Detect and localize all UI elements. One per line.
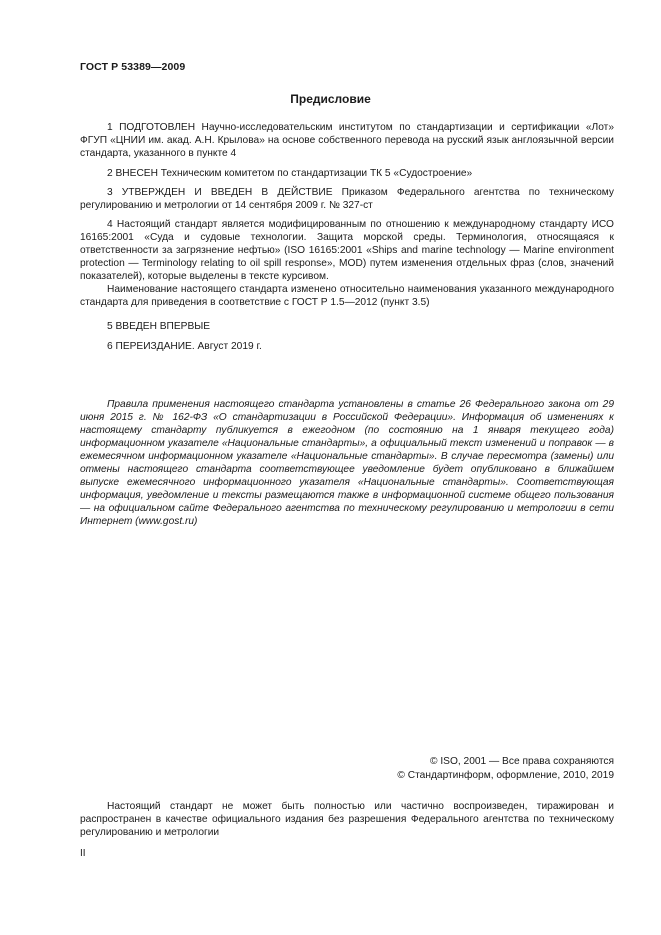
paragraph-1-text: 1 ПОДГОТОВЛЕН Научно-исследовательским институтом по стандартизации и сертификации «Лот» ФГУП «ЦНИИ им. акад. А.Н. Крылова» на основе собственного перевода на русский язык англоязычной версии стандарта, указанного в пункте 4 [80, 122, 614, 159]
paragraph-1 [80, 121, 614, 160]
paragraph-3-text: 3 УТВЕРЖДЕН И ВВЕДЕН В ДЕЙСТВИЕ Приказом Федерального агентства по техническому регулированию и метрологии от 14 сентября 2009 г. № 327-ст [80, 187, 614, 211]
legal-notice [80, 800, 614, 839]
paragraph-4-continuation: Наименование настоящего стандарта изменено относительно наименования указанного международного стандарта для приведения в соответствие с ГОСТ Р 1.5—2012 (пункт 3.5) [80, 284, 614, 308]
copyright-block [300, 755, 614, 783]
page-title: Предисловие [290, 92, 371, 106]
standard-code-header: ГОСТ Р 53389—2009 [80, 61, 186, 73]
paragraph-3 [80, 186, 614, 212]
paragraph-2 [80, 167, 614, 180]
application-rules-text: Правила применения настоящего стандарта установлены в статье 26 Федерального закона от 29 июня 2015 г. № 162-ФЗ «О стандартизации в Российской Федерации». Информация об изменениях к настоящему стандарту публикуется в ежегодном (по состоянию на 1 января текущего года) информационном указателе «Национальные стандарты», а официальный текст изменений и поправок — в ежемесячном информационном указателе «Национальные стандарты». В случае пересмотра (замены) или отмены настоящего стандарта соответствующее уведомление будет опубликовано в ближайшем выпуске ежемесячного информационного указателя «Национальные стандарты». Соответствующая информация, уведомление и тексты размещаются также в информационной системе общего пользования — на официальном сайте Федерального агентства по техническому регулированию и метрологии в сети Интернет (www.gost.ru) [80, 399, 614, 527]
paragraph-4-text: 4 Настоящий стандарт является модифицированным по отношению к международному стандарту ИСО 16165:2001 «Суда и судовые технологии. Защита морской среды. Терминология, относящаяся к ответственности за загрязнение нефтью» (ISO 16165:2001 «Ships and marine technology — Marine environment protection — Terminology relating to oil spill response», MOD) путем изменения отдельных фраз (слов, значений показателей), которые выделены в тексте курсивом. [80, 219, 614, 282]
paragraph-5 [80, 320, 614, 333]
page-number: II [80, 848, 86, 859]
application-rules-note [80, 398, 614, 528]
legal-notice-text: Настоящий стандарт не может быть полностью или частично воспроизведен, тиражирован и распространен в качестве официального издания без разрешения Федерального агентства по техническому регулированию и метрологии [80, 801, 614, 838]
copyright-standartinform: © Стандартинформ, оформление, 2010, 2019 [397, 770, 614, 781]
paragraph-5-text: 5 ВВЕДЕН ВПЕРВЫЕ [107, 321, 211, 332]
paragraph-6 [80, 340, 614, 353]
paragraph-4 [80, 218, 614, 309]
paragraph-2-text: 2 ВНЕСЕН Техническим комитетом по стандартизации ТК 5 «Судостроение» [107, 168, 473, 179]
copyright-iso: © ISO, 2001 — Все права сохраняются [430, 756, 614, 767]
paragraph-6-text: 6 ПЕРЕИЗДАНИЕ. Август 2019 г. [107, 341, 262, 352]
